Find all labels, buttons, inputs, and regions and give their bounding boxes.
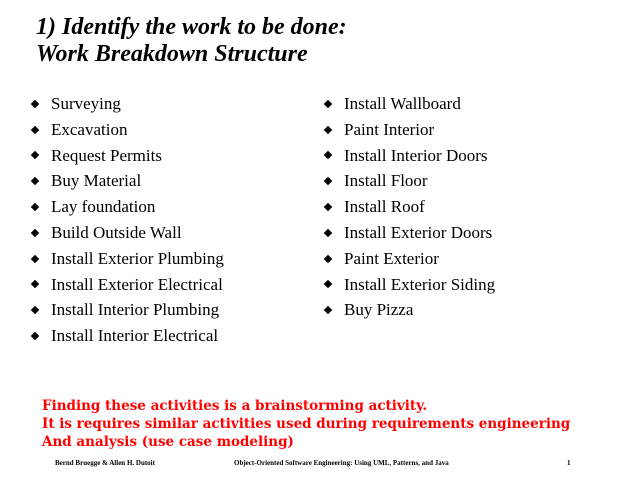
list-item (30, 323, 310, 349)
list-item-label: Buy Pizza (344, 300, 414, 320)
diamond-bullet-icon (31, 177, 39, 185)
list-item-label: Install Interior Doors (344, 145, 488, 165)
list-item (323, 143, 623, 169)
diamond-bullet-icon (324, 125, 332, 133)
diamond-bullet-icon (324, 254, 332, 262)
footer-page-number: 1 (567, 459, 571, 467)
brainstorming-note (42, 397, 570, 451)
right-bullet-list (323, 91, 623, 323)
footer-authors: Bernd Bruegge & Allen H. Dutoit (55, 459, 155, 467)
list-item-label: Paint Exterior (344, 248, 439, 268)
diamond-bullet-icon (31, 203, 39, 211)
left-bullet-list (30, 91, 310, 349)
list-item (323, 272, 623, 298)
list-item (323, 117, 623, 143)
list-item (30, 91, 310, 117)
diamond-bullet-icon (31, 280, 39, 288)
list-item (323, 194, 623, 220)
diamond-bullet-icon (31, 254, 39, 262)
list-item (30, 143, 310, 169)
list-item-label: Install Wallboard (344, 94, 461, 113)
diamond-bullet-icon (324, 151, 332, 159)
list-item-label: Lay foundation (51, 197, 156, 217)
list-item (323, 220, 623, 246)
list-item-label: Excavation (51, 119, 128, 139)
diamond-bullet-icon (31, 332, 39, 340)
slide-title (36, 14, 347, 68)
list-item-label: Install Exterior Electrical (51, 274, 223, 294)
list-item (323, 246, 623, 272)
slide-title-line-1: 1) Identify the work to be done: (36, 14, 347, 40)
list-item (323, 91, 623, 117)
diamond-bullet-icon (324, 306, 332, 314)
list-item (323, 297, 623, 323)
list-item (30, 194, 310, 220)
list-item (30, 246, 310, 272)
list-item-label: Install Roof (344, 197, 425, 217)
note-line-3: And analysis (use case modeling) (42, 434, 294, 450)
note-line-1: Finding these activities is a brainstorming activity. (42, 398, 428, 414)
diamond-bullet-icon (324, 100, 332, 108)
diamond-bullet-icon (324, 177, 332, 185)
list-item-label: Install Exterior Siding (344, 274, 496, 294)
diamond-bullet-icon (324, 203, 332, 211)
list-item (30, 272, 310, 298)
diamond-bullet-icon (31, 229, 39, 237)
list-item-label: Buy Material (51, 171, 142, 191)
list-item-label: Install Interior Electrical (51, 326, 219, 346)
diamond-bullet-icon (324, 229, 332, 237)
list-item-label: Install Exterior Plumbing (51, 248, 224, 268)
list-item (30, 220, 310, 246)
list-item (323, 168, 623, 194)
list-item-label: Install Exterior Doors (344, 222, 493, 242)
list-item-label: Surveying (51, 94, 121, 113)
footer-book-title: Object-Oriented Software Engineering: Using UML, Patterns, and Java (234, 459, 449, 467)
list-item-label: Build Outside Wall (51, 222, 182, 242)
note-line-2: It is requires similar activities used during requirements engineering (42, 416, 571, 432)
list-item (30, 297, 310, 323)
list-item-label: Install Interior Plumbing (51, 300, 220, 320)
list-item (30, 117, 310, 143)
list-item-label: Request Permits (51, 145, 162, 165)
list-item-label: Paint Interior (344, 119, 435, 139)
diamond-bullet-icon (31, 125, 39, 133)
diamond-bullet-icon (31, 151, 39, 159)
list-item-label: Install Floor (344, 171, 428, 191)
slide-title-line-2: Work Breakdown Structure (36, 41, 308, 67)
diamond-bullet-icon (324, 280, 332, 288)
diamond-bullet-icon (31, 306, 39, 314)
diamond-bullet-icon (31, 100, 39, 108)
list-item (30, 168, 310, 194)
